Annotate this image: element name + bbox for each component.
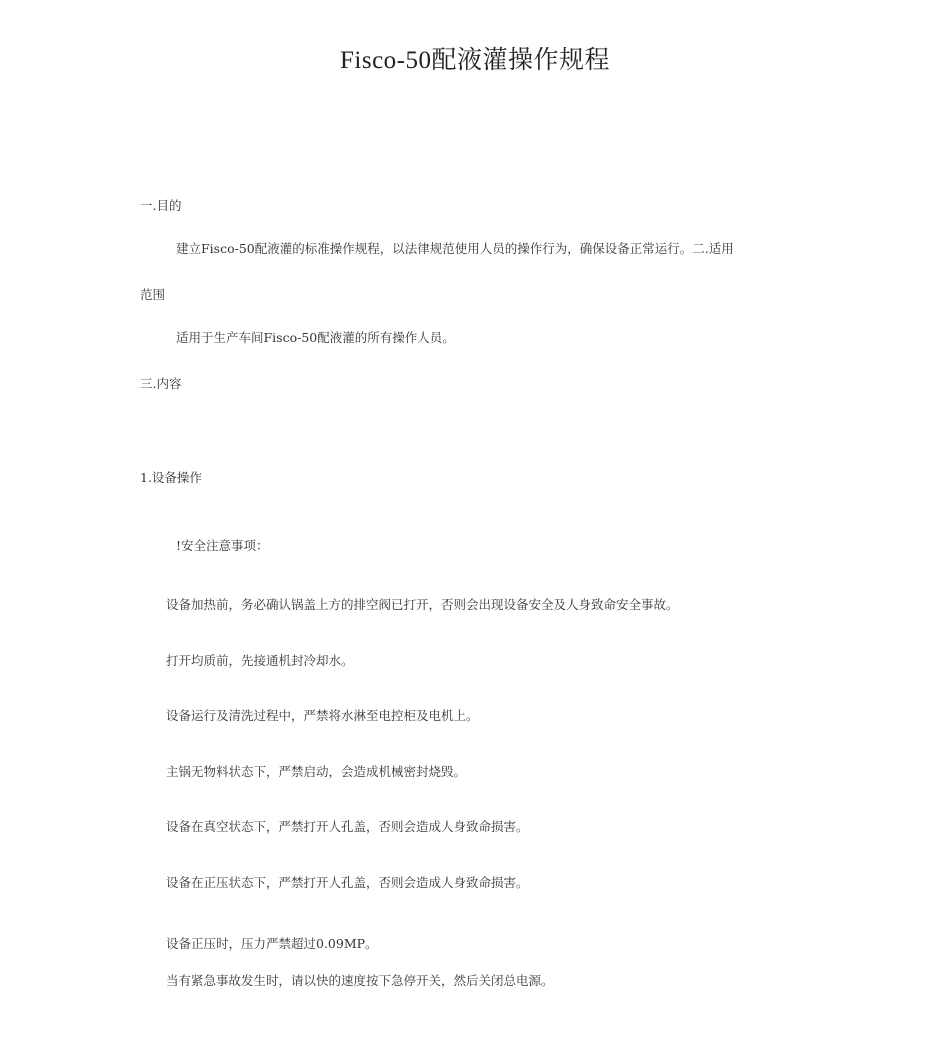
safety-notice-title: !安全注意事项：	[176, 538, 269, 553]
safety-item: 打开均质前，先接通机封冷却水。	[166, 653, 354, 668]
section-heading-purpose: 一.目的	[140, 198, 182, 213]
safety-item: 当有紧急事故发生时，请以快的速度按下急停开关，然后关闭总电源。	[166, 973, 554, 988]
safety-item: 设备在正压状态下，严禁打开人孔盖，否则会造成人身致命损害。	[166, 875, 529, 890]
safety-item: 设备在真空状态下，严禁打开人孔盖，否则会造成人身致命损害。	[166, 819, 529, 834]
purpose-paragraph-line-2: 范围	[140, 287, 166, 302]
scope-paragraph: 适用于生产车间Fisco-50配液灌的所有操作人员。	[176, 330, 455, 345]
document-title: Fisco-50配液灌操作规程	[339, 47, 610, 74]
subheading-equipment-operation: 1.设备操作	[140, 470, 202, 485]
purpose-paragraph-line-1: 建立Fisco-50配液灌的标准操作规程，以法律规范使用人员的操作行为，确保设备正常运行。二.适用	[176, 241, 734, 256]
safety-item: 设备加热前，务必确认锅盖上方的排空阀已打开，否则会出现设备安全及人身致命安全事故。	[166, 597, 679, 612]
safety-item: 设备正压时，压力严禁超过0.09MP。	[166, 936, 378, 951]
section-heading-content: 三.内容	[140, 376, 182, 391]
safety-item: 设备运行及清洗过程中，严禁将水淋至电控柜及电机上。	[166, 708, 479, 723]
safety-item: 主锅无物料状态下，严禁启动，会造成机械密封烧毁。	[166, 764, 467, 779]
